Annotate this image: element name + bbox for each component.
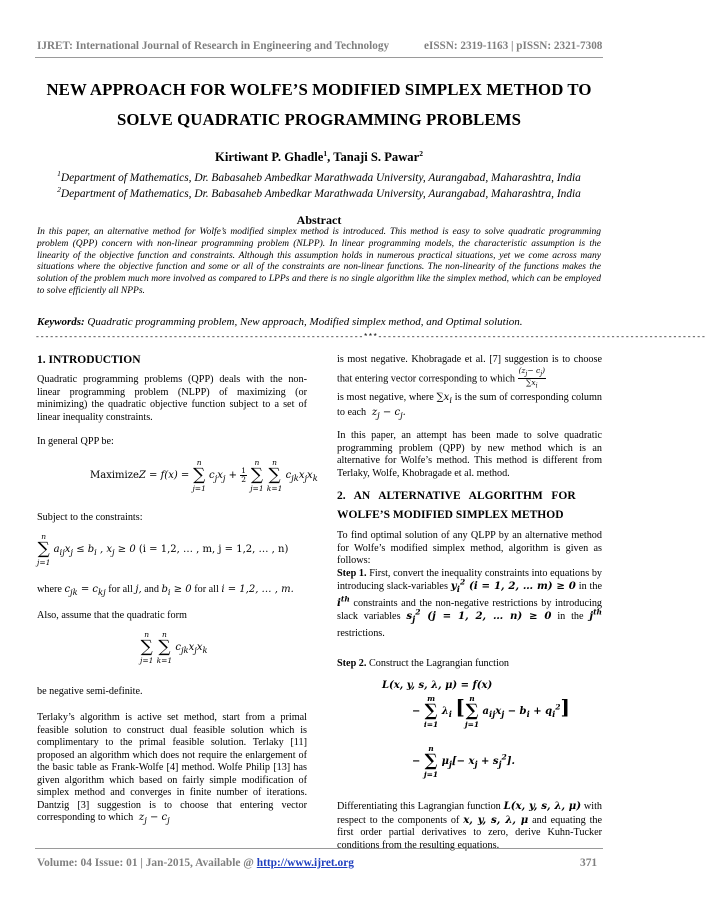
- section-separator: ---------------------------------------------------------------------***---------------------------------------------------------------------: [35, 333, 706, 342]
- lagrangian-line-1: L(x, y, s, λ, μ) = f(x): [382, 680, 493, 691]
- algorithm-heading-line1: 2. AN ALTERNATIVE ALGORITHM FOR: [337, 490, 576, 502]
- header-rule: [35, 57, 603, 58]
- constraints-equation: n ∑ j=1 $a_{ij}x_j \le b_i$ , $x_j \ge 0$ (i = 1,2, … , m, j = 1,2, … , n): [37, 532, 289, 567]
- author-1-sup: 1: [323, 148, 328, 158]
- paper-title-line2: SOLVE QUADRATIC PROGRAMMING PROBLEMS: [116, 110, 522, 129]
- author-2: Tanaji S. Pawar: [333, 150, 420, 164]
- constraints-intro: Subject to the constraints:: [37, 512, 143, 523]
- quadratic-form-equation: n ∑ j=1 n ∑ k=1 $c_{jk}x_jx_k$: [140, 630, 208, 665]
- lagrangian-line-3: − n ∑ j=1 $\mu_j[- x_j + s_j^2]$.: [412, 744, 515, 779]
- lagrangian-line-2: − m ∑ i=1 $\lambda_i$ [ n ∑ j=1 $a_{ij}x_j - b_i + q_i^2$]: [412, 694, 570, 729]
- author-2-sup: 2: [419, 148, 423, 158]
- issn-header: eISSN: 2319-1163 | pISSN: 2321-7308: [424, 40, 603, 52]
- affiliation-2: $^2$Department of Mathematics, Dr. Babasaheb Ambedkar Marathwada University, Aurangabad, Maharashtra, India: [57, 185, 581, 200]
- affiliation-1: $^1$Department of Mathematics, Dr. Babasaheb Ambedkar Marathwada University, Aurangabad, Maharashtra, India: [57, 169, 581, 184]
- intro-paragraph-terlaky: Terlaky’s algorithm is active set method, start from a primal feasible solution to construct dual feasible solution which is complimentary to the primal feasible solution. Terlaky [11] proposed an algorithm which does not require the enlargement of the basic table as Frank-Wolfe [4] method. Wolfe Philip [13] has given algorithm which based on fairly simple modification of simplex method and converges in finite number of iterations. Dantzig [3] suggestion is to choose that entering vector corresponding to which $z_j - c_j$: [37, 712, 307, 825]
- keywords-label: Keywords:: [37, 316, 85, 328]
- abstract-text: In this paper, an alternative method for Wolfe’s modified simplex method is introduced. This method is easy to solve quadratic programming problem (QPP) concern with non-linear programming problem (NLPP). In linear programming models, the characteristic assumption is the linearity of the objective function and constraints. Although this assumption holds in numerous practical situations, yet we come across many situations where the objective function and some or all of the constraints are non-linear functions. The non-linearity of the functions makes the solution of the problem much more involved as compared to LPPs and there is no single algorithm like the simplex method, which can be employed to solve efficiently all NPPs.: [37, 227, 601, 296]
- intro-heading: 1. INTRODUCTION: [37, 354, 141, 366]
- intro-paragraph-1: Quadratic programming problems (QPP) deals with the non-linear programming problem (NLPP) of maximizing (or minimizing) the quadratic objective function subject to a set of linear inequality constraints.: [37, 374, 307, 423]
- differentiating-paragraph: Differentiating this Lagrangian function L(x, y, s, λ, μ) with respect to the components of x, y, s, λ, μ and equating the first order partial derivatives to zero, derive Kuhn-Tucker conditions from the resulting equations.: [337, 800, 603, 851]
- journal-link[interactable]: http://www.ijret.org: [256, 857, 354, 869]
- page-number: 371: [580, 857, 598, 869]
- objective-equation: MaximizeZ = f(x) = n ∑ j=1 $c_jx_j$ + $\frac{1}{2}$ n ∑ j=1 n ∑ k=1 $c_{jk}x_jx_k$: [90, 458, 318, 493]
- quadratic-form-intro: Also, assume that the quadratic form: [37, 610, 187, 621]
- keywords: [37, 316, 601, 328]
- where-clause: where $c_{jk} = c_{kj}$ for all j, and $b_i \ge 0$ for all i = 1,2, … , m.: [37, 584, 294, 597]
- intro-paragraph-2: In general QPP be:: [37, 436, 114, 447]
- author-1: Kirtiwant P. Ghadle: [215, 150, 324, 164]
- algorithm-intro: To find optimal solution of any QLPP by an alternative method for Wolfe’s modified simplex method, algorithm is given as follows:: [337, 530, 602, 566]
- step-1: Step 1. First, convert the inequality constraints into equations by introducing slack-variables $y_i^2$ (i = 1, 2, … m) ≥ 0 in the $i^{th}$ constraints and the non-negative restrictions by introducing slack variables $s_j^2$ (j = 1, 2, … n) ≥ 0 in the $j^{th}$ restrictions.: [337, 568, 603, 640]
- keywords-text: Quadratic programming problem, New approach, Modified simplex method, and Optimal solution.: [87, 316, 523, 328]
- journal-header: IJRET: International Journal of Research in Engineering and Technology: [37, 40, 390, 52]
- abstract-heading: Abstract: [296, 213, 342, 227]
- khobragade-paragraph: is most negative, where $\sum x_i$ is the sum of corresponding column to each $z_j - c_j$.: [337, 392, 602, 420]
- dantzig-continuation: is most negative. Khobragade et al. [7] suggestion is to choose that entering vector corresponding to which $\frac{(z_j- c_j)}{\sum x_i}$: [337, 354, 602, 390]
- attempt-paragraph: In this paper, an attempt has been made to solve quadratic programming problem (QPP) by new method which is an alternative for Wolfe’s method. This method is different from Terlaky, Wolfe, Khobragade et al. method.: [337, 430, 602, 479]
- step-2: Step 2. Construct the Lagrangian function: [337, 658, 510, 669]
- footer-rule: [35, 848, 603, 849]
- step-2-label: Step 2.: [337, 658, 367, 669]
- footer-volume: Volume: 04 Issue: 01 | Jan-2015, Available @ http://www.ijret.org: [37, 857, 354, 869]
- authors: Kirtiwant P. Ghadle$^1$, Tanaji S. Pawar$^2$: [215, 148, 423, 164]
- algorithm-heading-line2: WOLFE’S MODIFIED SIMPLEX METHOD: [337, 509, 564, 521]
- step-1-label: Step 1.: [337, 568, 367, 579]
- negative-semidefinite: be negative semi-definite.: [37, 686, 143, 697]
- paper-title-line1: NEW APPROACH FOR WOLFE’S MODIFIED SIMPLEX METHOD TO: [46, 80, 592, 99]
